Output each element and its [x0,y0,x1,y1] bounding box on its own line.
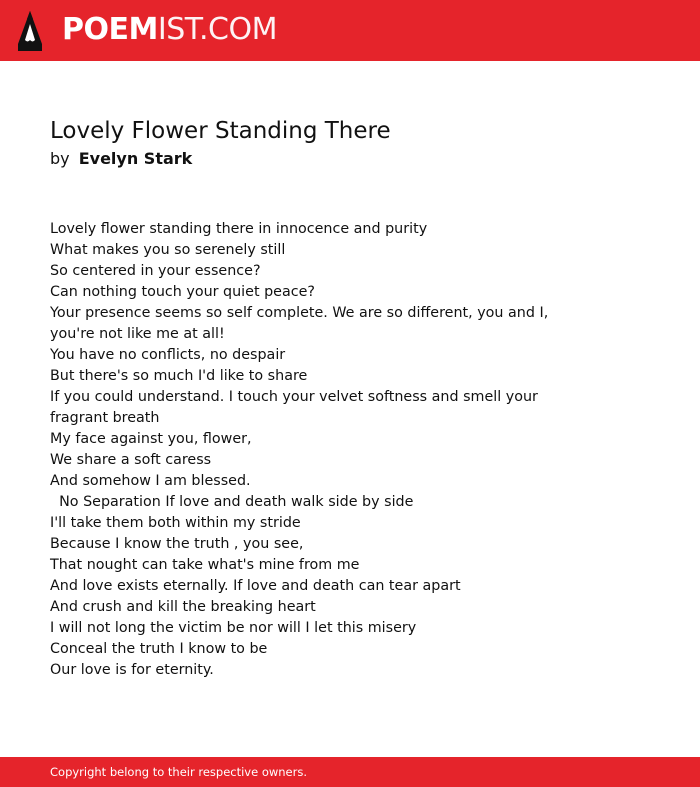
poem-line: And somehow I am blessed. [50,473,251,489]
poem-line: And love exists eternally. If love and death can tear apart [50,578,461,594]
poem-line: Conceal the truth I know to be [50,641,268,657]
pencil-tip-icon[interactable] [17,10,43,52]
poem-line: I'll take them both within my stride [50,515,301,531]
poem-line: you're not like me at all! [50,326,225,342]
poem-line: So centered in your essence? [50,263,261,279]
poem-line: What makes you so serenely still [50,242,286,258]
poem-line: You have no conflicts, no despair [50,347,286,363]
copyright-text: Copyright belong to their respective owners. [50,765,308,779]
poem-line: But there's so much I'd like to share [50,368,308,384]
poem-line: Your presence seems so self complete. We are so different, you and I, [50,305,549,321]
site-header [0,0,700,61]
poem-line: We share a soft caress [50,452,212,468]
poem-line: Our love is for eternity. [50,662,214,678]
poem-line: And crush and kill the breaking heart [50,599,316,615]
poem-line: Can nothing touch your quiet peace? [50,284,315,300]
poem-title: Lovely Flower Standing There [50,118,391,144]
site-footer [0,757,700,787]
poem-line: That nought can take what's mine from me [50,557,360,573]
poem-body [50,219,610,681]
site-logo[interactable] [62,12,277,48]
byline [50,148,192,170]
poem-line: fragrant breath [50,410,160,426]
logo-bold-text: POEM [62,12,158,47]
poem-line: Lovely flower standing there in innocence and purity [50,221,428,237]
by-label: by [50,149,70,168]
logo-light-text: IST.COM [157,12,277,47]
poem-line: No Separation If love and death walk side by side [50,494,414,510]
poem-line: Because I know the truth , you see, [50,536,304,552]
author-name[interactable]: Evelyn Stark [78,149,193,168]
poem-line: My face against you, flower, [50,431,252,447]
poem-line: If you could understand. I touch your velvet softness and smell your [50,389,538,405]
poem-line: I will not long the victim be nor will I let this misery [50,620,417,636]
